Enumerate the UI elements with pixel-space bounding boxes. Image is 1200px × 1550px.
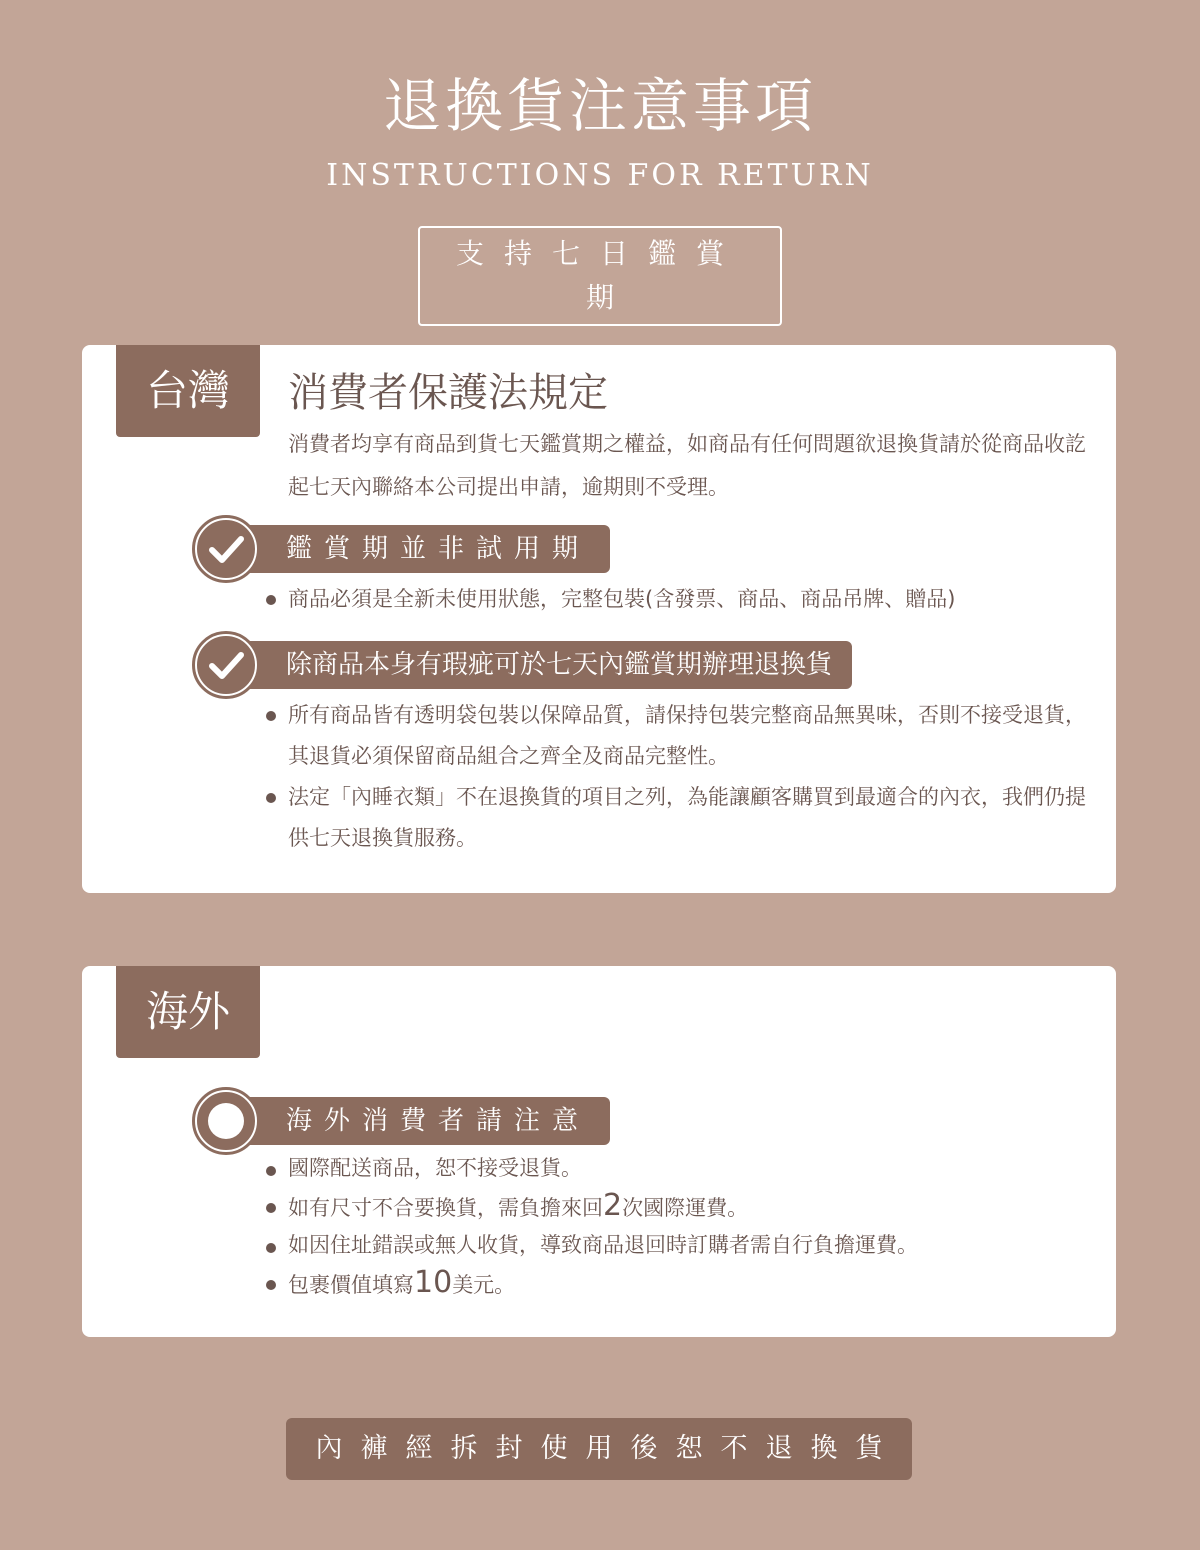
check-icon — [194, 633, 258, 697]
list-item: 所有商品皆有透明袋包裝以保障品質，請保持包裝完整商品無異味，否則不接受退貨，其退貨必須保留商品組合之齊全及商品完整性。 — [266, 695, 1096, 777]
seven-day-badge — [418, 226, 782, 326]
check-icon — [194, 517, 258, 581]
trial-bullets — [266, 579, 1096, 620]
list-item — [266, 1187, 1096, 1227]
list-item — [266, 1150, 1096, 1187]
underwear-notice-label: 內褲經拆封使用後恕不退換貨 — [315, 1433, 901, 1464]
law-title: 消費者保護法規定 — [288, 370, 608, 416]
bullet-text: 國際配送商品，恕不接受退貨。 — [288, 1156, 582, 1180]
list-item: 法定「內睡衣類」不在退換貨的項目之列，為能讓顧客購買到最適合的內衣，我們仍提供七天退換貨服務。 — [266, 777, 1096, 859]
page-header — [0, 70, 1200, 326]
bullet-text: 如因住址錯誤或無人收貨，導致商品退回時訂購者需自行負擔運費。 — [288, 1233, 918, 1257]
section-heading-label: 除商品本身有瑕疵可於七天內鑑賞期辦理退換貨 — [234, 641, 852, 689]
bullet-text: 如有尺寸不合要換貨，需負擔來回 — [288, 1196, 603, 1220]
bullet-text: 包裹價值填寫 — [288, 1273, 414, 1297]
law-text: 消費者均享有商品到貨七天鑑賞期之權益，如商品有任何問題欲退換貨請於從商品收訖起七天內聯絡本公司提出申請，逾期則不受理。 — [288, 432, 1086, 499]
section-heading-label: 海外消費者請注意 — [234, 1097, 610, 1145]
page-subtitle: INSTRUCTIONS FOR RETURN — [326, 158, 874, 193]
bullet-text: 次國際運費。 — [622, 1196, 749, 1220]
list-item — [266, 1264, 1096, 1304]
bullet-number: 2 — [603, 1188, 623, 1223]
overseas-card — [82, 966, 1116, 1337]
page-title: 退換貨注意事項 — [382, 72, 817, 140]
defect-bullets — [266, 695, 1096, 859]
seven-day-badge-label: 支持七日鑑賞期 — [455, 237, 744, 314]
taiwan-card — [82, 345, 1116, 893]
underwear-notice — [286, 1418, 912, 1480]
bullet-number: 10 — [414, 1265, 453, 1300]
section-heading-label: 鑑賞期並非試用期 — [234, 525, 610, 573]
overseas-tab: 海外 — [116, 966, 260, 1058]
taiwan-tab: 台灣 — [116, 345, 260, 437]
bullet-text: 美元。 — [452, 1273, 516, 1297]
list-item — [266, 1227, 1096, 1264]
circle-icon — [194, 1089, 258, 1153]
list-item: 商品必須是全新未使用狀態，完整包裝(含發票、商品、商品吊牌、贈品) — [266, 579, 1096, 620]
overseas-bullets — [266, 1150, 1096, 1304]
